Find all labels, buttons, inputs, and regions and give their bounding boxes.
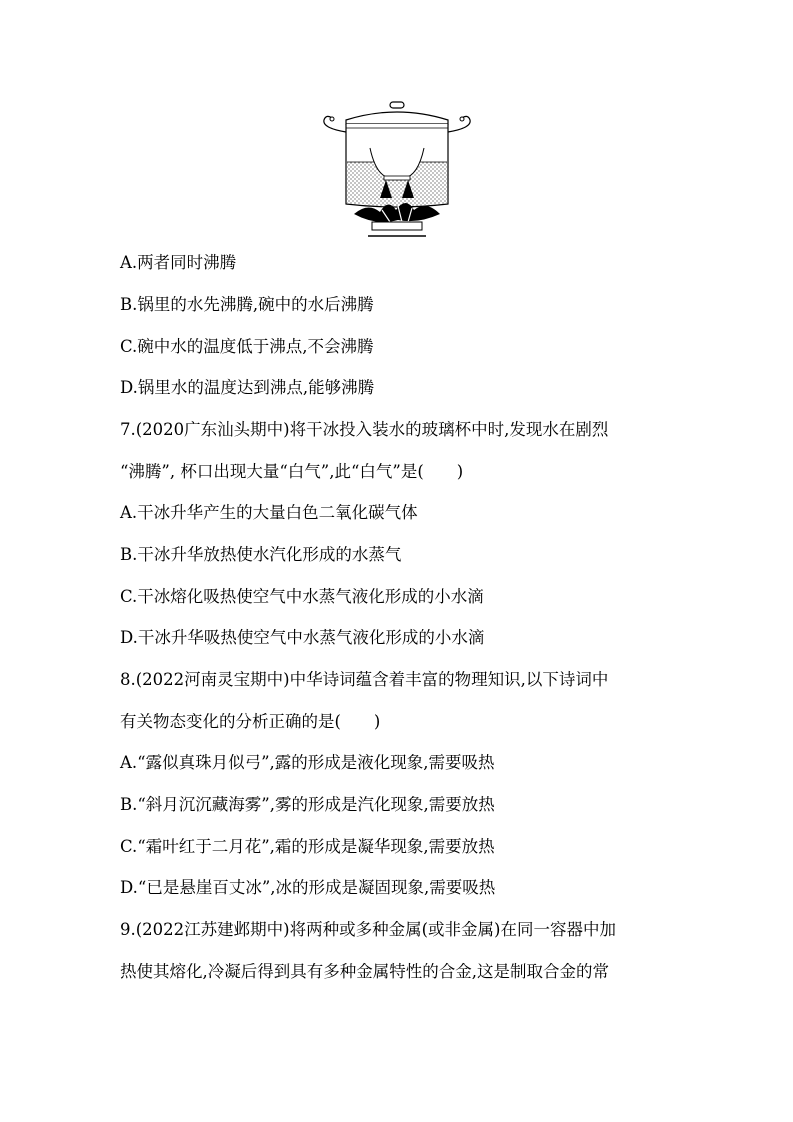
q6-option-d: D.锅里水的温度达到沸点,能够沸腾 [120, 378, 375, 397]
q6-option-a: A.两者同时沸腾 [120, 253, 237, 272]
q7-option-c: C.干冰熔化吸热使空气中水蒸气液化形成的小水滴 [120, 587, 484, 606]
q7-stem-line-1: 7.(2020广东汕头期中)将干冰投入装水的玻璃杯中时,发现水在剧烈 [120, 420, 609, 439]
q7-stem-line-2: “沸腾”, 杯口出现大量“白气”,此“白气”是( ) [120, 462, 464, 481]
q8-option-c: C.“霜叶红于二月花”,霜的形成是凝华现象,需要放热 [120, 837, 495, 856]
q7-option-b: B.干冰升华放热使水汽化形成的水蒸气 [120, 545, 402, 564]
q8-option-d: D.“已是悬崖百丈冰”,冰的形成是凝固现象,需要吸热 [120, 878, 496, 897]
q8-option-a: A.“露似真珠月似弓”,露的形成是液化现象,需要吸热 [120, 753, 495, 772]
q8-stem-line-2: 有关物态变化的分析正确的是( ) [120, 712, 381, 731]
q6-option-b: B.锅里的水先沸腾,碗中的水后沸腾 [120, 295, 374, 314]
q6-option-c: C.碗中水的温度低于沸点,不会沸腾 [120, 337, 374, 356]
pot-bowl-figure [318, 98, 476, 242]
pot-on-stove-illustration [318, 98, 476, 242]
q7-option-a: A.干冰升华产生的大量白色二氧化碳气体 [120, 503, 418, 522]
q8-option-b: B.“斜月沉沉藏海雾”,雾的形成是汽化现象,需要放热 [120, 795, 495, 814]
q9-stem-line-1: 9.(2022江苏建邺期中)将两种或多种金属(或非金属)在同一容器中加 [120, 920, 616, 939]
q9-stem-line-2: 热使其熔化,冷凝后得到具有多种金属特性的合金,这是制取合金的常 [120, 962, 609, 981]
q7-option-d: D.干冰升华吸热使空气中水蒸气液化形成的小水滴 [120, 628, 485, 647]
q8-stem-line-1: 8.(2022河南灵宝期中)中华诗词蕴含着丰富的物理知识,以下诗词中 [120, 670, 609, 689]
